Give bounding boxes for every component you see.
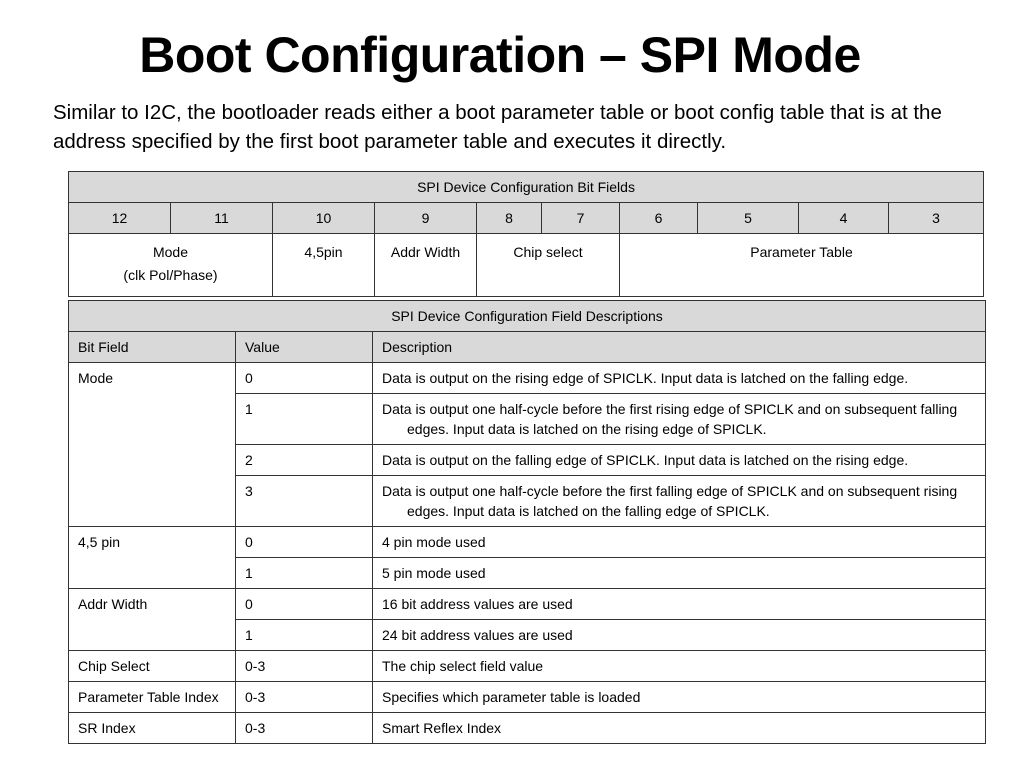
row-value: 0 bbox=[236, 527, 373, 558]
row-description: Data is output one half-cycle before the first rising edge of SPICLK and on subsequent falling edges. Input data is latched on the rising edge of SPICLK. bbox=[373, 394, 986, 445]
slide-title: Boot Configuration – SPI Mode bbox=[139, 27, 861, 83]
bit-fields-caption: SPI Device Configuration Bit Fields bbox=[69, 172, 984, 203]
row-value: 0 bbox=[236, 363, 373, 394]
bit-number: 6 bbox=[620, 203, 698, 234]
row-value: 1 bbox=[236, 620, 373, 651]
row-description: Data is output on the falling edge of SPICLK. Input data is latched on the rising edge. bbox=[373, 445, 986, 476]
row-value: 2 bbox=[236, 445, 373, 476]
bit-number: 11 bbox=[171, 203, 273, 234]
row-description: Smart Reflex Index bbox=[373, 713, 986, 744]
row-description: Data is output one half-cycle before the first falling edge of SPICLK and on subsequent rising edges. Input data is latched on the falling edge of SPICLK. bbox=[373, 476, 986, 527]
row-value: 0 bbox=[236, 589, 373, 620]
row-description: 4 pin mode used bbox=[373, 527, 986, 558]
table-row bbox=[69, 713, 986, 744]
bit-number: 8 bbox=[477, 203, 542, 234]
bit-number-row bbox=[69, 203, 984, 234]
row-field: Mode bbox=[69, 363, 236, 527]
table-row bbox=[69, 682, 986, 713]
row-field: Parameter Table Index bbox=[69, 682, 236, 713]
bit-field-row bbox=[69, 234, 984, 297]
field-parameter-table: Parameter Table bbox=[620, 234, 984, 297]
row-field: SR Index bbox=[69, 713, 236, 744]
bit-fields-table bbox=[68, 171, 984, 297]
header-value: Value bbox=[236, 332, 373, 363]
table-row bbox=[69, 363, 986, 394]
intro-paragraph: Similar to I2C, the bootloader reads either a boot parameter table or boot config table that is at the address specified by the first boot parameter table and executes it directly. bbox=[53, 101, 942, 153]
row-value: 0-3 bbox=[236, 651, 373, 682]
row-value: 0-3 bbox=[236, 713, 373, 744]
field-chip-select: Chip select bbox=[477, 234, 620, 297]
row-description: 24 bit address values are used bbox=[373, 620, 986, 651]
bit-number: 9 bbox=[375, 203, 477, 234]
field-descriptions-table bbox=[68, 300, 986, 744]
field-mode bbox=[69, 234, 273, 297]
bit-number: 10 bbox=[273, 203, 375, 234]
table-row bbox=[69, 589, 986, 620]
field-mode-label: Mode bbox=[152, 244, 189, 260]
field-descriptions-caption: SPI Device Configuration Field Descriptions bbox=[69, 301, 986, 332]
table-row bbox=[69, 527, 986, 558]
row-value: 1 bbox=[236, 558, 373, 589]
row-value: 1 bbox=[236, 394, 373, 445]
bit-number: 4 bbox=[799, 203, 889, 234]
table-row bbox=[69, 651, 986, 682]
field-mode-sublabel: (clk Pol/Phase) bbox=[123, 267, 218, 283]
field-addr-width: Addr Width bbox=[375, 234, 477, 297]
bit-number: 3 bbox=[889, 203, 984, 234]
row-description: Data is output on the rising edge of SPICLK. Input data is latched on the falling edge. bbox=[373, 363, 986, 394]
bit-number: 5 bbox=[698, 203, 799, 234]
header-description: Description bbox=[373, 332, 986, 363]
row-field: Addr Width bbox=[69, 589, 236, 651]
row-description: The chip select field value bbox=[373, 651, 986, 682]
bit-number: 12 bbox=[69, 203, 171, 234]
header-row bbox=[69, 332, 986, 363]
row-value: 3 bbox=[236, 476, 373, 527]
row-field: Chip Select bbox=[69, 651, 236, 682]
field-pin: 4,5pin bbox=[273, 234, 375, 297]
header-bit-field: Bit Field bbox=[69, 332, 236, 363]
row-description: Specifies which parameter table is loaded bbox=[373, 682, 986, 713]
row-field: 4,5 pin bbox=[69, 527, 236, 589]
row-description: 5 pin mode used bbox=[373, 558, 986, 589]
row-value: 0-3 bbox=[236, 682, 373, 713]
row-description: 16 bit address values are used bbox=[373, 589, 986, 620]
bit-number: 7 bbox=[542, 203, 620, 234]
